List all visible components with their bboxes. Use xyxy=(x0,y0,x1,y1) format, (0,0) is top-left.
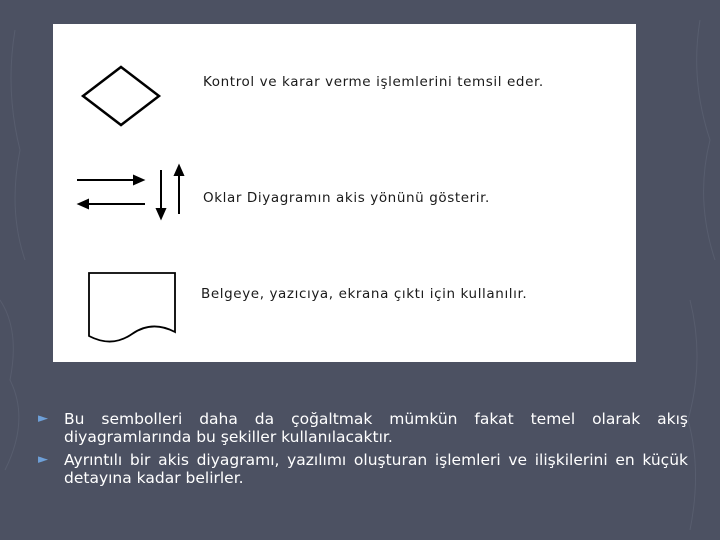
bullet-arrow-icon: ► xyxy=(38,411,48,426)
arrows-caption: Oklar Diyagramın akis yönünü gösterir. xyxy=(203,190,490,206)
bullet-list xyxy=(38,410,688,492)
flowchart-symbols-panel xyxy=(53,24,636,362)
bullet-item xyxy=(38,410,688,446)
bullet-text: Ayrıntılı bir akis diyagramı, yazılımı oluşturan işlemleri ve ilişkilerini en küçük detayına kadar belirler. xyxy=(64,451,688,487)
diamond-decision-icon xyxy=(79,64,163,128)
flow-arrows-icon xyxy=(75,162,193,222)
document-symbol-icon xyxy=(86,270,178,348)
bullet-arrow-icon: ► xyxy=(38,452,48,467)
bullet-text: Bu sembolleri daha da çoğaltmak mümkün fakat temel olarak akış diyagramlarında bu şekiller kullanılacaktır. xyxy=(64,410,688,446)
document-caption: Belgeye, yazıcıya, ekrana çıktı için kullanılır. xyxy=(201,286,528,302)
diamond-caption: Kontrol ve karar verme işlemlerini temsil eder. xyxy=(203,74,544,90)
bullet-item xyxy=(38,451,688,487)
